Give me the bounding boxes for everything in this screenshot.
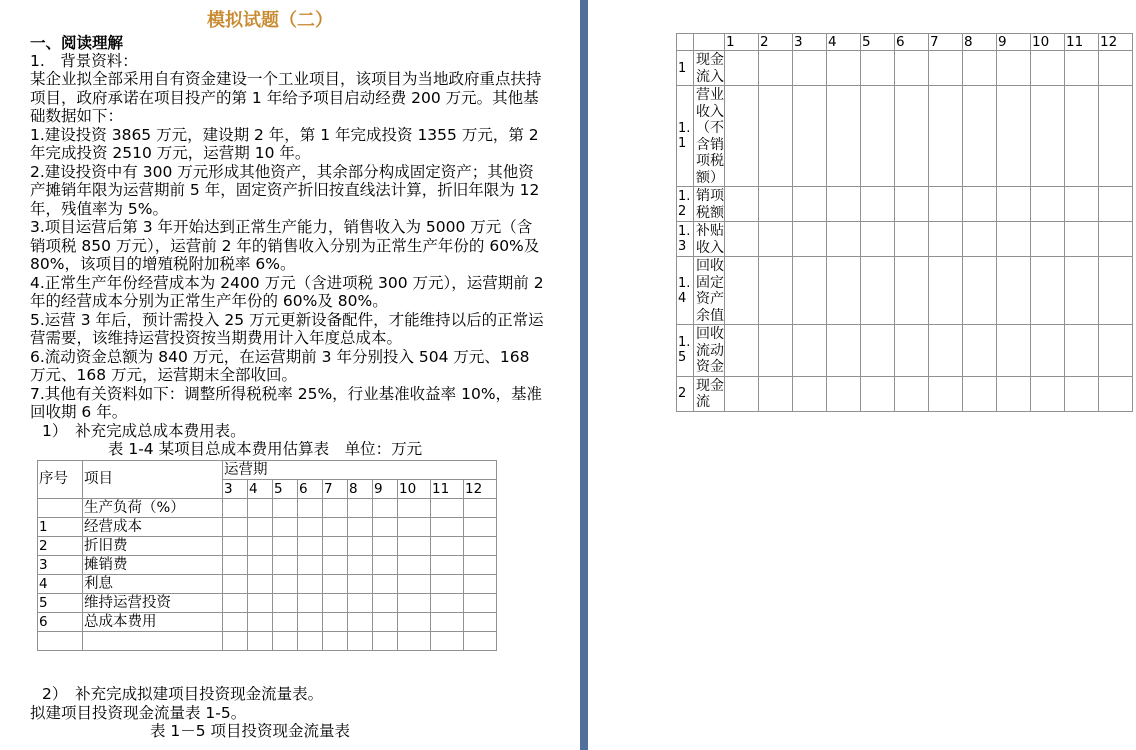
row-number-cell: 4 bbox=[38, 575, 83, 594]
row-item-cell: 回收流动资金 bbox=[694, 325, 725, 377]
row-number-cell: 2 bbox=[677, 376, 694, 411]
data-cell bbox=[1065, 325, 1099, 377]
period-header-cell: 7 bbox=[929, 34, 963, 51]
section-heading: 一、阅读理解 bbox=[30, 34, 124, 52]
period-header-cell: 4 bbox=[248, 480, 273, 499]
cost-table-row bbox=[38, 632, 497, 651]
data-cell bbox=[963, 51, 997, 86]
period-header-cell: 10 bbox=[1031, 34, 1065, 51]
background-paragraph: 某企业拟全部采用自有资金建设一个工业项目，该项目为当地政府重点扶持项目，政府承诺在项目投产的第 1 年给予项目启动经费 200 万元。其他基础数据如下： bbox=[30, 70, 542, 125]
data-cell bbox=[929, 222, 963, 257]
data-cell bbox=[725, 51, 759, 86]
row-item-cell: 折旧费 bbox=[83, 537, 223, 556]
data-cell bbox=[895, 257, 929, 325]
period-header-cell: 3 bbox=[223, 480, 248, 499]
data-cell bbox=[431, 556, 464, 575]
data-cell bbox=[1065, 257, 1099, 325]
period-header-cell: 1 bbox=[725, 34, 759, 51]
data-cell bbox=[725, 257, 759, 325]
data-cell bbox=[827, 86, 861, 187]
data-cell bbox=[793, 187, 827, 222]
data-cell bbox=[464, 499, 497, 518]
data-cell bbox=[298, 613, 323, 632]
data-cell bbox=[997, 51, 1031, 86]
data-cell bbox=[223, 499, 248, 518]
data-cell bbox=[464, 537, 497, 556]
data-cell bbox=[323, 575, 348, 594]
data-cell bbox=[895, 376, 929, 411]
row-number-cell: 2 bbox=[38, 537, 83, 556]
row-item-cell: 补贴收入 bbox=[694, 222, 725, 257]
column-header-seq: 序号 bbox=[38, 461, 83, 499]
data-cell bbox=[398, 575, 431, 594]
data-cell bbox=[464, 613, 497, 632]
cashflow-row bbox=[677, 325, 1133, 377]
cost-table-row bbox=[38, 556, 497, 575]
data-cell bbox=[1099, 187, 1133, 222]
data-cell bbox=[861, 325, 895, 377]
cashflow-row bbox=[677, 86, 1133, 187]
data-cell bbox=[298, 594, 323, 613]
data-cell bbox=[1099, 51, 1133, 86]
data-cell bbox=[373, 575, 398, 594]
data-cell bbox=[323, 594, 348, 613]
data-cell bbox=[963, 257, 997, 325]
data-cell bbox=[759, 376, 793, 411]
row-item-cell: 摊销费 bbox=[83, 556, 223, 575]
data-cell bbox=[827, 222, 861, 257]
data-cell bbox=[1065, 51, 1099, 86]
data-cell bbox=[963, 376, 997, 411]
row-number-cell: 1.2 bbox=[677, 187, 694, 222]
background-paragraph: 6.流动资金总额为 840 万元，在运营期前 3 年分别投入 504 万元、168 万元、168 万元，运营期末全部收回。 bbox=[30, 347, 530, 384]
cost-table-row bbox=[38, 613, 497, 632]
data-cell bbox=[431, 594, 464, 613]
data-cell bbox=[759, 51, 793, 86]
period-header-cell: 5 bbox=[861, 34, 895, 51]
data-cell bbox=[398, 632, 431, 651]
data-cell bbox=[273, 613, 298, 632]
data-cell bbox=[997, 376, 1031, 411]
data-cell bbox=[431, 575, 464, 594]
data-cell bbox=[929, 257, 963, 325]
background-paragraph: 4.正常生产年份经营成本为 2400 万元（含进项税 300 万元），运营期前 2 年的经营成本分别为正常生产年份的 60%及 80%。 bbox=[30, 273, 544, 310]
data-cell bbox=[223, 518, 248, 537]
cost-table-row bbox=[38, 537, 497, 556]
data-cell bbox=[1031, 187, 1065, 222]
task-1-label: 1） 补充完成总成本费用表。 bbox=[42, 421, 246, 440]
data-cell bbox=[464, 594, 497, 613]
data-cell bbox=[725, 325, 759, 377]
data-cell bbox=[431, 499, 464, 518]
row-number-cell: 1 bbox=[677, 51, 694, 86]
data-cell bbox=[1031, 257, 1065, 325]
data-cell bbox=[895, 86, 929, 187]
data-cell bbox=[464, 556, 497, 575]
data-cell bbox=[348, 556, 373, 575]
data-cell bbox=[431, 537, 464, 556]
data-cell bbox=[431, 632, 464, 651]
period-header-cell: 10 bbox=[398, 480, 431, 499]
data-cell bbox=[1099, 86, 1133, 187]
data-cell bbox=[1031, 222, 1065, 257]
data-cell bbox=[997, 222, 1031, 257]
data-cell bbox=[1031, 86, 1065, 187]
data-cell bbox=[223, 537, 248, 556]
page-left-content bbox=[0, 0, 546, 740]
data-cell bbox=[759, 86, 793, 187]
column-header-period-group: 运营期 bbox=[223, 461, 497, 480]
data-cell bbox=[273, 537, 298, 556]
data-cell bbox=[273, 575, 298, 594]
row-item-cell: 经营成本 bbox=[83, 518, 223, 537]
period-header-cell: 12 bbox=[1099, 34, 1133, 51]
data-cell bbox=[248, 613, 273, 632]
data-cell bbox=[1099, 257, 1133, 325]
period-header-cell: 4 bbox=[827, 34, 861, 51]
data-cell bbox=[323, 518, 348, 537]
data-cell bbox=[373, 518, 398, 537]
data-cell bbox=[373, 556, 398, 575]
period-header-cell: 7 bbox=[323, 480, 348, 499]
cashflow-row bbox=[677, 222, 1133, 257]
data-cell bbox=[398, 518, 431, 537]
data-cell bbox=[861, 86, 895, 187]
data-cell bbox=[1031, 51, 1065, 86]
data-cell bbox=[759, 222, 793, 257]
data-cell bbox=[273, 632, 298, 651]
cost-table-row bbox=[38, 594, 497, 613]
period-header-cell: 12 bbox=[464, 480, 497, 499]
data-cell bbox=[929, 187, 963, 222]
data-cell bbox=[373, 594, 398, 613]
data-cell bbox=[348, 518, 373, 537]
cost-table-row bbox=[38, 499, 497, 518]
data-cell bbox=[248, 499, 273, 518]
data-cell bbox=[827, 187, 861, 222]
data-cell bbox=[861, 376, 895, 411]
data-cell bbox=[827, 376, 861, 411]
data-cell bbox=[348, 632, 373, 651]
task-2-note: 拟建项目投资现金流量表 1-5。 bbox=[30, 703, 247, 722]
cashflow-row bbox=[677, 187, 1133, 222]
period-header-cell: 6 bbox=[895, 34, 929, 51]
row-item-cell: 回收固定资产余值 bbox=[694, 257, 725, 325]
data-cell bbox=[273, 556, 298, 575]
cashflow-row bbox=[677, 257, 1133, 325]
data-cell bbox=[223, 632, 248, 651]
data-cell bbox=[759, 257, 793, 325]
corner-cell bbox=[677, 34, 694, 51]
data-cell bbox=[373, 613, 398, 632]
cashflow-row bbox=[677, 376, 1133, 411]
data-cell bbox=[827, 51, 861, 86]
data-cell bbox=[963, 187, 997, 222]
data-cell bbox=[793, 86, 827, 187]
period-header-cell: 8 bbox=[348, 480, 373, 499]
data-cell bbox=[348, 537, 373, 556]
cashflow-header-row bbox=[677, 34, 1133, 51]
data-cell bbox=[929, 86, 963, 187]
data-cell bbox=[464, 632, 497, 651]
data-cell bbox=[273, 499, 298, 518]
data-cell bbox=[1065, 86, 1099, 187]
data-cell bbox=[997, 257, 1031, 325]
background-paragraphs bbox=[30, 70, 546, 422]
period-header-cell: 11 bbox=[1065, 34, 1099, 51]
row-number-cell bbox=[38, 632, 83, 651]
data-cell bbox=[1031, 325, 1065, 377]
data-cell bbox=[273, 518, 298, 537]
row-number-cell: 1.4 bbox=[677, 257, 694, 325]
data-cell bbox=[348, 613, 373, 632]
data-cell bbox=[323, 556, 348, 575]
cost-table-caption: 表 1-4 某项目总成本费用估算表 单位：万元 bbox=[107, 440, 423, 458]
data-cell bbox=[1065, 222, 1099, 257]
data-cell bbox=[348, 499, 373, 518]
data-cell bbox=[464, 518, 497, 537]
data-cell bbox=[827, 257, 861, 325]
data-cell bbox=[373, 632, 398, 651]
data-cell bbox=[248, 556, 273, 575]
data-cell bbox=[373, 499, 398, 518]
data-cell bbox=[963, 86, 997, 187]
data-cell bbox=[398, 594, 431, 613]
data-cell bbox=[1099, 376, 1133, 411]
background-paragraph: 2.建设投资中有 300 万元形成其他资产，其余部分构成固定资产；其他资产摊销年限为运营期前 5 年，固定资产折旧按直线法计算，折旧年限为 12 年，残值率为 5%。 bbox=[30, 162, 540, 218]
data-cell bbox=[793, 257, 827, 325]
data-cell bbox=[348, 594, 373, 613]
data-cell bbox=[431, 518, 464, 537]
period-header-cell: 2 bbox=[759, 34, 793, 51]
data-cell bbox=[861, 257, 895, 325]
data-cell bbox=[759, 187, 793, 222]
data-cell bbox=[793, 325, 827, 377]
row-item-cell: 营业收入（不含销项税额） bbox=[694, 86, 725, 187]
cost-table-row bbox=[38, 518, 497, 537]
data-cell bbox=[895, 325, 929, 377]
corner-cell bbox=[694, 34, 725, 51]
data-cell bbox=[223, 556, 248, 575]
row-item-cell: 现金流入 bbox=[694, 51, 725, 86]
data-cell bbox=[1099, 325, 1133, 377]
data-cell bbox=[1031, 376, 1065, 411]
row-number-cell: 1.5 bbox=[677, 325, 694, 377]
row-number-cell: 3 bbox=[38, 556, 83, 575]
data-cell bbox=[273, 594, 298, 613]
page-title: 模拟试题（二） bbox=[207, 10, 333, 31]
row-item-cell: 总成本费用 bbox=[83, 613, 223, 632]
row-number-cell: 5 bbox=[38, 594, 83, 613]
data-cell bbox=[248, 537, 273, 556]
cashflow-table bbox=[676, 33, 1133, 412]
background-heading: 1. 背景资料： bbox=[30, 52, 138, 70]
cashflow-row bbox=[677, 51, 1133, 86]
data-cell bbox=[895, 51, 929, 86]
row-item-cell: 维持运营投资 bbox=[83, 594, 223, 613]
data-cell bbox=[398, 613, 431, 632]
data-cell bbox=[1065, 376, 1099, 411]
data-cell bbox=[725, 376, 759, 411]
data-cell bbox=[298, 575, 323, 594]
cost-table-header-row bbox=[38, 461, 497, 480]
data-cell bbox=[298, 632, 323, 651]
row-number-cell: 1.3 bbox=[677, 222, 694, 257]
data-cell bbox=[223, 594, 248, 613]
data-cell bbox=[298, 556, 323, 575]
data-cell bbox=[223, 613, 248, 632]
background-paragraph: 5.运营 3 年后，预计需投入 25 万元更新设备配件，才能维持以后的正常运营需要，该维持运营投资按当期费用计入年度总成本。 bbox=[30, 310, 544, 347]
data-cell bbox=[759, 325, 793, 377]
row-item-cell bbox=[83, 632, 223, 651]
cost-table-row bbox=[38, 575, 497, 594]
background-paragraph: 3.项目运营后第 3 年开始达到正常生产能力，销售收入为 5000 万元（含销项税 850 万元），运营前 2 年的销售收入分别为正常生产年份的 60%及 80%，该项目的增殖税附加税率 6%。 bbox=[30, 218, 540, 273]
data-cell bbox=[929, 51, 963, 86]
data-cell bbox=[248, 632, 273, 651]
row-item-cell: 销项税额 bbox=[694, 187, 725, 222]
data-cell bbox=[997, 187, 1031, 222]
data-cell bbox=[1065, 187, 1099, 222]
period-header-cell: 5 bbox=[273, 480, 298, 499]
data-cell bbox=[398, 556, 431, 575]
data-cell bbox=[861, 51, 895, 86]
data-cell bbox=[323, 613, 348, 632]
data-cell bbox=[464, 575, 497, 594]
row-number-cell: 6 bbox=[38, 613, 83, 632]
data-cell bbox=[725, 187, 759, 222]
page-right bbox=[588, 0, 1136, 750]
data-cell bbox=[248, 594, 273, 613]
data-cell bbox=[398, 537, 431, 556]
period-header-cell: 3 bbox=[793, 34, 827, 51]
data-cell bbox=[725, 86, 759, 187]
data-cell bbox=[398, 499, 431, 518]
data-cell bbox=[793, 222, 827, 257]
data-cell bbox=[248, 575, 273, 594]
data-cell bbox=[827, 325, 861, 377]
data-cell bbox=[895, 222, 929, 257]
period-header-cell: 8 bbox=[963, 34, 997, 51]
background-paragraph: 1.建设投资 3865 万元，建设期 2 年，第 1 年完成投资 1355 万元，第 2 年完成投资 2510 万元，运营期 10 年。 bbox=[30, 125, 539, 162]
row-item-cell: 生产负荷（%） bbox=[83, 499, 223, 518]
data-cell bbox=[298, 518, 323, 537]
period-header-cell: 9 bbox=[373, 480, 398, 499]
data-cell bbox=[861, 222, 895, 257]
data-cell bbox=[793, 376, 827, 411]
task-2-label: 2） 补充完成拟建项目投资现金流量表。 bbox=[42, 685, 324, 703]
data-cell bbox=[298, 537, 323, 556]
data-cell bbox=[861, 187, 895, 222]
row-item-cell: 现金流 bbox=[694, 376, 725, 411]
row-item-cell: 利息 bbox=[83, 575, 223, 594]
data-cell bbox=[725, 222, 759, 257]
cost-table bbox=[37, 460, 497, 651]
data-cell bbox=[323, 632, 348, 651]
data-cell bbox=[323, 499, 348, 518]
period-header-cell: 9 bbox=[997, 34, 1031, 51]
data-cell bbox=[373, 537, 398, 556]
row-number-cell bbox=[38, 499, 83, 518]
row-number-cell: 1 bbox=[38, 518, 83, 537]
data-cell bbox=[348, 575, 373, 594]
data-cell bbox=[929, 325, 963, 377]
data-cell bbox=[895, 187, 929, 222]
cashflow-table-caption: 表 1－5 项目投资现金流量表 bbox=[149, 722, 351, 740]
data-cell bbox=[997, 325, 1031, 377]
period-header-cell: 11 bbox=[431, 480, 464, 499]
data-cell bbox=[1099, 222, 1133, 257]
data-cell bbox=[248, 518, 273, 537]
background-paragraph: 7.其他有关资料如下：调整所得税税率 25%，行业基准收益率 10%，基准回收期 6 年。 bbox=[30, 384, 543, 421]
data-cell bbox=[223, 575, 248, 594]
period-header-cell: 6 bbox=[298, 480, 323, 499]
data-cell bbox=[963, 325, 997, 377]
data-cell bbox=[431, 613, 464, 632]
data-cell bbox=[793, 51, 827, 86]
data-cell bbox=[997, 86, 1031, 187]
column-header-item: 项目 bbox=[83, 461, 223, 499]
data-cell bbox=[929, 376, 963, 411]
data-cell bbox=[298, 499, 323, 518]
row-number-cell: 1.1 bbox=[677, 86, 694, 187]
page-divider bbox=[580, 0, 588, 750]
data-cell bbox=[323, 537, 348, 556]
data-cell bbox=[963, 222, 997, 257]
